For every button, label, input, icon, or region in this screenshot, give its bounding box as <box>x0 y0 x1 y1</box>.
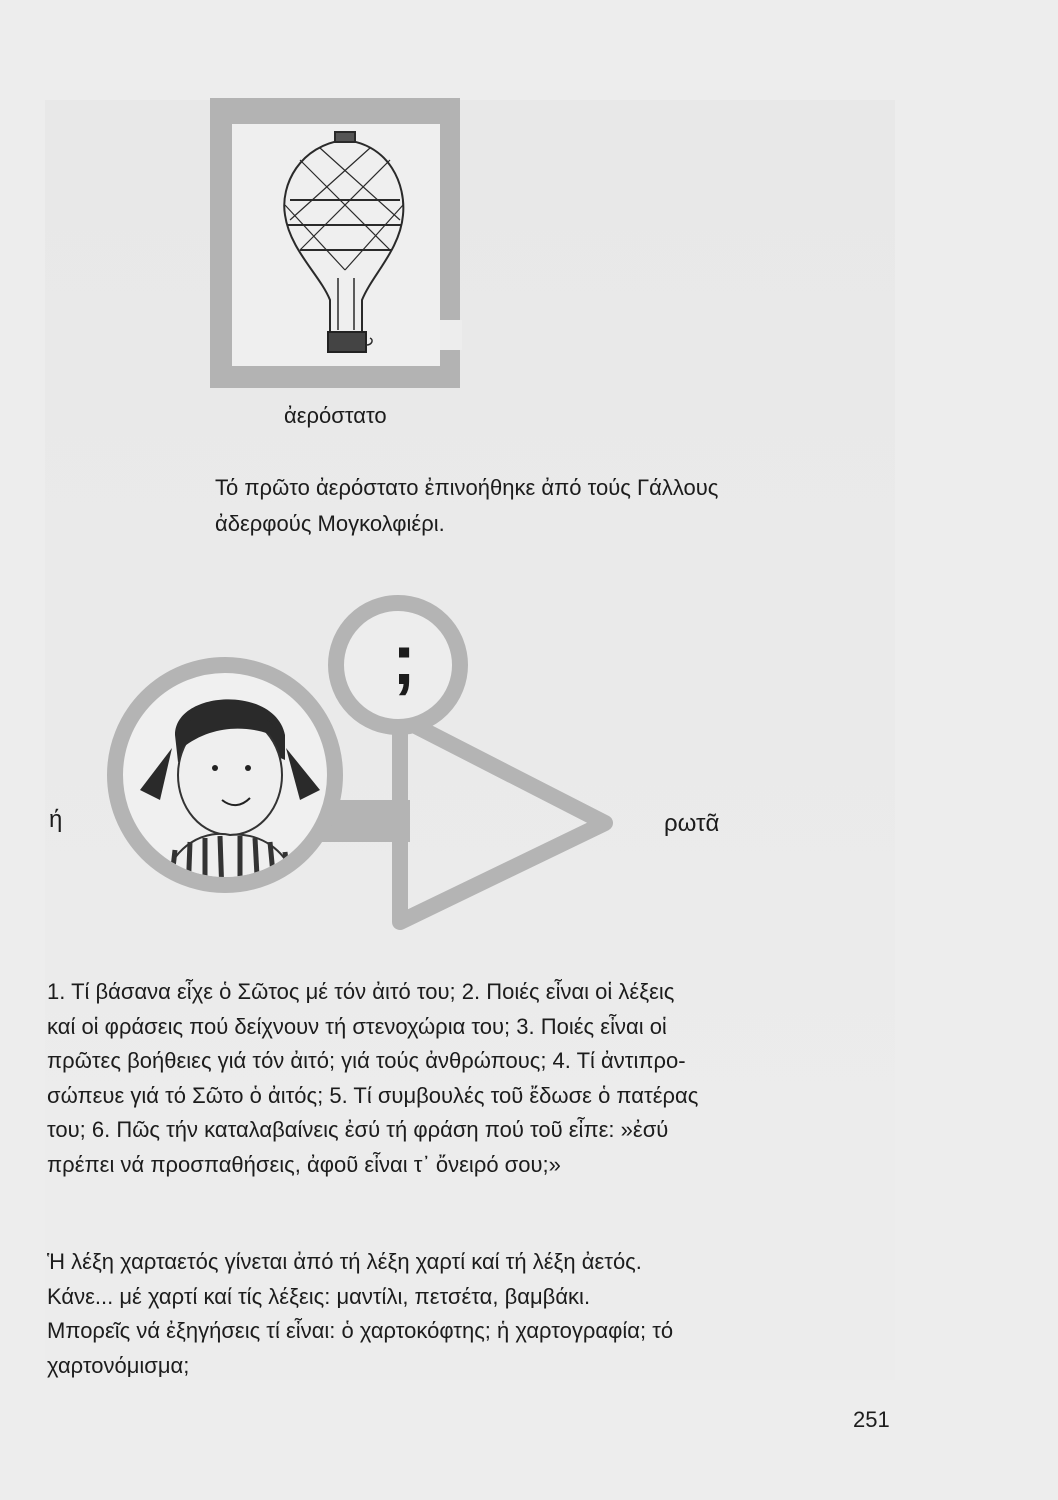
question-line: πρῶτες βοήθειες γιά τόν ἀιτό; γιά τούς ἀνθρώπους; 4. Τί ἀντιπρο- <box>47 1048 686 1073</box>
exercise-line: Κάνε... μέ χαρτί καί τίς λέξεις: μαντίλι, πετσέτα, βαμβάκι. <box>47 1283 591 1309</box>
balloon-caption: ἀερόστατο <box>284 403 387 428</box>
page-number: 251 <box>853 1407 890 1432</box>
exercise-line: Μπορεῖς νά ἐξηγήσεις τί εἶναι: ὁ χαρτοκόφτης; ἡ χαρτογραφία; τό <box>47 1318 674 1343</box>
question-mark: ; <box>392 620 416 700</box>
question-line: του; 6. Πῶς τήν καταλαβαίνεις ἐσύ τή φράση πού τοῦ εἶπε: »ἐσύ <box>47 1117 669 1142</box>
label-rota: ρωτᾶ <box>664 810 720 837</box>
question-graphic <box>115 603 605 922</box>
question-line: 1. Τί βάσανα εἶχε ὁ Σῶτος μέ τόν ἀιτό του; 2. Ποιές εἶναι οἱ λέξεις <box>47 979 675 1004</box>
label-h: ή <box>49 806 63 833</box>
intro-line: ἀδερφούς Μογκολφιέρι. <box>215 511 445 536</box>
question-line: καί οἱ φράσεις πού δείχνουν τή στενοχώρια του; 3. Ποιές εἶναι οἱ <box>47 1013 667 1039</box>
intro-paragraph <box>215 470 718 542</box>
exercise-line: χαρτονόμισμα; <box>47 1352 190 1378</box>
questions-paragraph <box>47 975 698 1182</box>
question-line: πρέπει νά προσπαθήσεις, ἀφοῦ εἶναι τ᾽ ὄνειρό σου;» <box>47 1151 561 1177</box>
exercise-line: Ἡ λέξη χαρταετός γίνεται ἀπό τή λέξη χαρτί καί τή λέξη ἀετός. <box>47 1249 642 1274</box>
intro-line: Τό πρῶτο ἀερόστατο ἐπινοήθηκε ἀπό τούς Γάλλους <box>215 475 719 500</box>
word-exercise-paragraph <box>47 1245 673 1383</box>
question-line: σώπευε γιά τό Σῶτο ὁ ἀιτός; 5. Τί συμβουλές τοῦ ἔδωσε ὁ πατέρας <box>47 1082 699 1108</box>
arrow-triangle-icon <box>400 718 605 922</box>
